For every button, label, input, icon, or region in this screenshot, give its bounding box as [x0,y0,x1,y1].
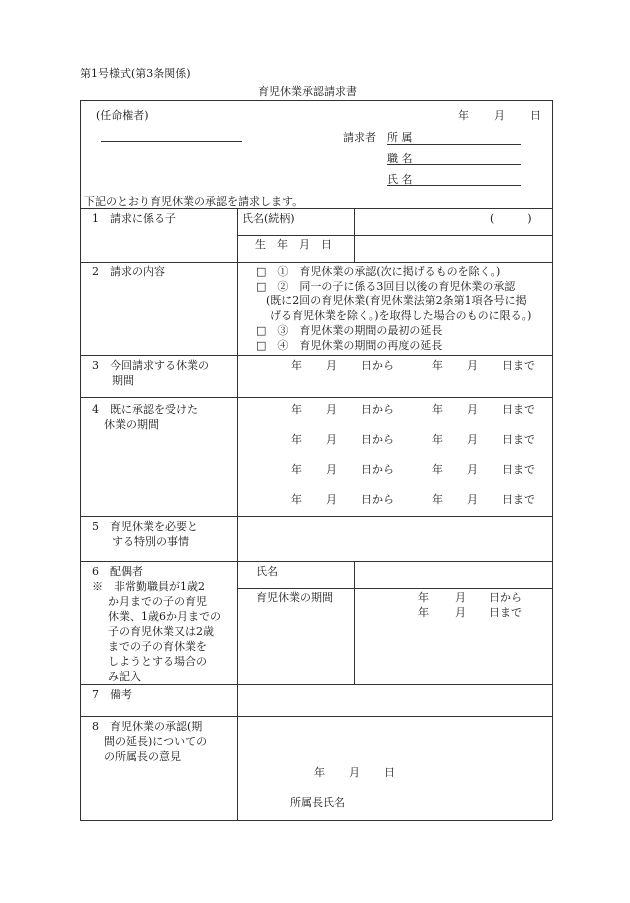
row8-label-line3: の所属長の意見 [104,750,181,763]
row8-label-line2: 間の延長)についての [104,735,208,748]
period-to: 日まで [502,463,535,476]
divider [80,262,552,263]
child-name-label: 氏名(続柄) [242,212,295,225]
period-month: 月 [467,359,478,372]
name-underline [387,185,521,186]
period-to: 日まで [489,606,522,619]
period-month: 月 [467,463,478,476]
divider [80,355,552,356]
appointer-label: (任命権者) [96,109,149,122]
period-month: 月 [326,359,337,372]
period-year: 年 [291,433,302,446]
row6-note-line7: み記入 [108,670,141,683]
divider [80,516,552,517]
row6-note-line2: か月までの子の育児 [108,595,207,608]
period-from: 日から [361,359,394,372]
row8-label-line1: 8 育児休業の承認(期 [92,720,203,733]
row5-label-line1: 5 育児休業を必要と [92,520,198,533]
appointer-underline [101,141,242,142]
row4-label-line2: 休業の期間 [104,418,159,431]
period-year: 年 [432,359,443,372]
row4-label-line1: 4 既に承認を受けた [92,403,198,416]
spouse-period-label: 育児休業の期間 [256,591,333,604]
head-name-label: 所属長氏名 [290,796,345,809]
period-year: 年 [432,403,443,416]
period-month: 月 [467,433,478,446]
position-label: 職 名 [387,152,413,165]
row6-note-line6: しようとする場合の [108,655,207,668]
relationship-paren: ( ) [490,212,532,225]
row2-label: 2 請求の内容 [92,265,165,278]
period-year: 年 [291,463,302,476]
period-month: 月 [467,493,478,506]
opinion-date-month: 月 [349,766,360,779]
period-from: 日から [361,403,394,416]
row6-note-line5: までの子の育休業を [108,640,207,653]
divider [80,397,552,398]
row5-label-line2: する特別の事情 [112,535,189,548]
request-sentence: 下記のとおり育児休業の承認を請求します。 [84,195,304,208]
affiliation-underline [387,144,521,145]
period-month: 月 [326,493,337,506]
affiliation-label: 所 属 [387,131,413,144]
option-2-note-line1: (既に2回の育児休業(育児休業法第2条第1項各号に掲 [266,294,527,307]
period-year: 年 [291,359,302,372]
table-top-border [80,100,552,101]
date-year: 年 [458,109,469,122]
period-month: 月 [455,591,466,604]
column-divider [354,561,355,684]
column-divider [354,208,355,262]
period-year: 年 [432,433,443,446]
column-divider [237,208,238,820]
birth-date-label: 生 年 月 日 [255,238,332,251]
requester-label: 請求者 [343,131,376,144]
row3-label-line1: 3 今回請求する休業の [92,359,209,372]
option-2: □ ② 同一の子に係る3回目以後の育児休業の承認 [256,280,516,293]
option-4: □ ④ 育児休業の期間の再度の延長 [256,339,443,352]
form-number: 第1号様式(第3条関係) [80,67,191,80]
period-month: 月 [326,403,337,416]
period-year: 年 [432,493,443,506]
name-label: 氏 名 [387,173,413,186]
period-to: 日まで [502,359,535,372]
period-year: 年 [291,403,302,416]
table-bottom-border [80,820,552,821]
table-right-border [552,100,553,820]
date-month: 月 [494,109,505,122]
period-from: 日から [489,591,522,604]
page-title: 育児休業承認請求書 [258,85,357,98]
row7-label: 7 備考 [92,688,132,701]
period-to: 日まで [502,403,535,416]
row6-note-line4: 子の育児休業又は2歳 [108,625,214,638]
period-year: 年 [432,463,443,476]
position-underline [387,164,521,165]
period-year: 年 [418,591,429,604]
divider [80,684,552,685]
row6-note-line3: 休業、1歳6か月までの [108,610,221,623]
period-year: 年 [418,606,429,619]
opinion-date-year: 年 [314,766,325,779]
opinion-date-day: 日 [384,766,395,779]
divider [80,561,552,562]
period-year: 年 [291,493,302,506]
period-to: 日まで [502,493,535,506]
period-to: 日まで [502,433,535,446]
row6-note-line1: ※ 非常勤職員が1歳2 [92,580,205,593]
period-month: 月 [326,463,337,476]
option-2-note-line2: げる育児休業を除く。)を取得した場合のものに限る。) [270,309,532,322]
divider [80,716,552,717]
date-day: 日 [530,109,541,122]
option-3: □ ③ 育児休業の期間の最初の延長 [256,324,443,337]
row3-label-line2: 期間 [112,374,134,387]
period-month: 月 [326,433,337,446]
period-from: 日から [361,493,394,506]
row6-label: 6 配偶者 [92,565,143,578]
period-month: 月 [455,606,466,619]
row1-label: 1 請求に係る子 [92,212,176,225]
option-1: □ ① 育児休業の承認(次に掲げるものを除く。) [256,265,501,278]
period-from: 日から [361,463,394,476]
period-month: 月 [467,403,478,416]
divider [237,235,552,236]
divider [80,208,552,209]
divider [237,588,552,589]
spouse-name-label: 氏名 [256,565,278,578]
period-from: 日から [361,433,394,446]
